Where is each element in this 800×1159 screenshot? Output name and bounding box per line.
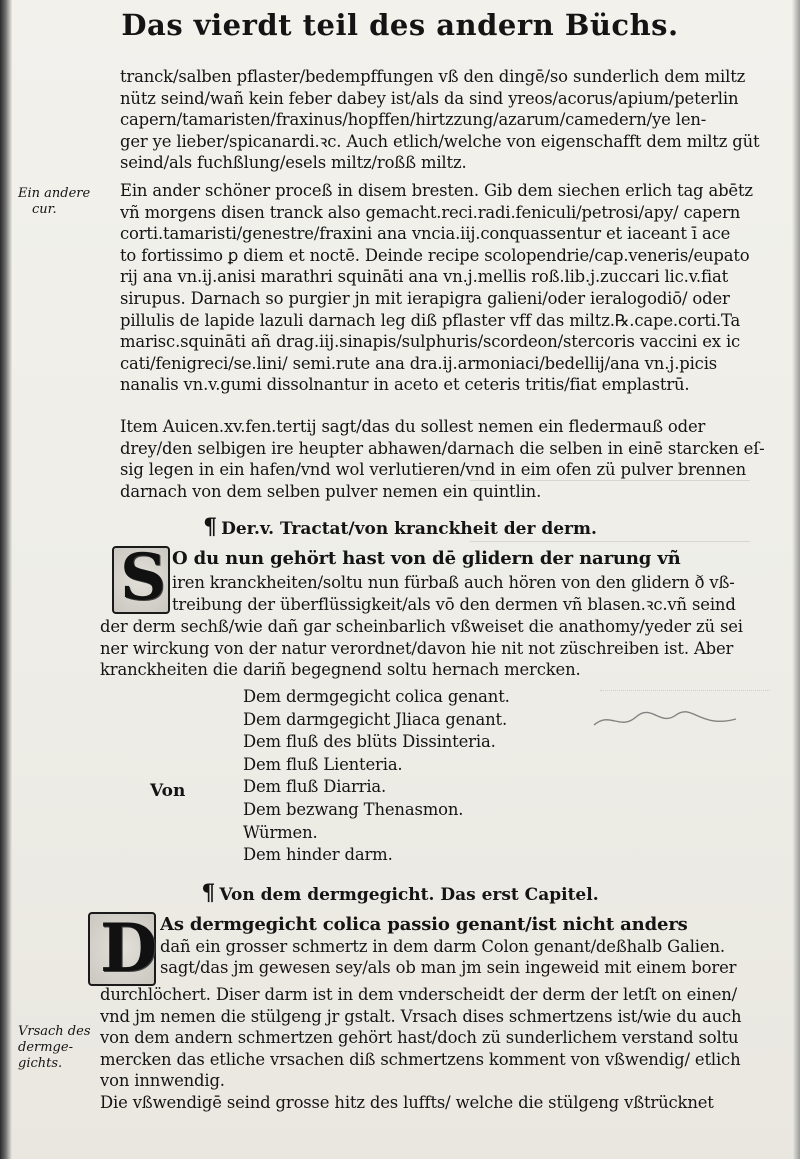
text-line: Item Auicen.xv.fen.tertij sagt/das du sollest nemen ein fledermauß oder [120, 417, 706, 436]
list-item: Dem bezwang Thenasmon. [243, 799, 464, 819]
text-line: to fortissimo ꝑ diem et noctē. Deinde recipe scolopendrie/cap.veneris/eupato [120, 245, 750, 265]
text-line: der derm sechß/wie dañ gar scheinbarlich vßweiset die anathomy/yeder zü sei [100, 617, 743, 636]
text-line: rij ana vn.ij.anisi marathri squināti ana vn.j.mellis roß.lib.j.zuccari lic.v.fiat [120, 267, 729, 287]
list-item: Würmen. [243, 822, 318, 842]
paragraph-5 [100, 984, 777, 1114]
list-item: Dem dermgegicht colica genant. [243, 687, 510, 706]
margin-note-line: cur. [32, 202, 57, 217]
margin-note-line: dermge- [18, 1040, 73, 1055]
chapter-heading [0, 880, 800, 906]
text-line: As dermgegicht colica passio genant/ist nicht anders [160, 914, 688, 935]
text-line: pillulis de lapide lazuli darnach leg diß pflaster vff das miltz.℞.cape.corti.Ta [120, 310, 741, 330]
text-line: O du nun gehört hast von dē glidern der narung vñ [172, 548, 681, 569]
paragraph-1 [120, 66, 775, 174]
margin-note-vrsach [18, 1024, 91, 1072]
page-edge [792, 0, 800, 1159]
pilcrow-icon: ¶ [203, 514, 218, 540]
text-line: durchlöchert. Diser darm ist in dem vnderscheidt der derm der letſt on einen/ [100, 985, 738, 1004]
list-item: Dem fluß Lienteria. [243, 754, 403, 774]
text-line: ger ye lieber/spicanardi.ꝛc. Auch etlich/welche von eigenschafft dem miltz güt [120, 131, 760, 151]
page-header: Das vierdt teil des andern Büchs. [121, 8, 679, 42]
pilcrow-icon: ¶ [201, 880, 216, 906]
text-line: ner wirckung von der natur verordnet/davon hie nit not züschreiben ist. Aber [100, 638, 734, 658]
margin-note-ander-cur [18, 186, 90, 218]
text-line: kranckheiten die dariñ begegnend soltu hernach mercken. [100, 660, 581, 680]
text-line: marisc.squināti añ drag.iij.sinapis/sulphuris/scordeon/stercoris vaccini ex ic [120, 332, 741, 352]
initial-letter-d: D [100, 909, 158, 987]
text-line: sirupus. Darnach so purgier jn mit ierapigra galieni/oder ieralogodiō/ oder [120, 288, 730, 308]
text-line: cati/fenigreci/se.lini/ semi.rute ana dra.ij.armoniaci/bedellij/ana vn.j.picis [120, 353, 718, 373]
von-label: Von [150, 781, 186, 801]
text-line: seind/als fuchßlung/esels miltz/roßß miltz. [120, 153, 467, 173]
text-line: vnd jm nemen die stülgeng jr gstalt. Vrsach dises schmertzens ist/wie du auch [100, 1006, 742, 1026]
text-line: mercken das etliche vrsachen diß schmertzens komment von vßwendig/ etlich [100, 1049, 741, 1069]
list-item: Dem hinder darm. [243, 845, 393, 865]
paragraph-4 [100, 616, 777, 681]
text-line: sagt/das jm gewesen sey/als ob man jm sein ingeweid mit einem borer [160, 958, 737, 978]
margin-note-line: Ein andere [18, 186, 91, 201]
paragraph-5-indented [160, 914, 777, 979]
tractat-heading [0, 514, 800, 540]
text-line: darnach von dem selben pulver nemen ein quintlin. [120, 481, 542, 501]
text-line: corti.tamaristi/genestre/fraxini ana vncia.iij.conquassentur et iaceant ī ace [120, 224, 731, 244]
text-line: iren kranckheiten/soltu nun fürbaß auch hören von den glidern ð vß- [172, 573, 735, 592]
text-line: von dem andern schmertzen gehört hast/doch zü sunderlichem verstand soltu [100, 1028, 739, 1048]
paragraph-3 [120, 416, 775, 502]
text-line: von innwendig. [100, 1071, 225, 1091]
margin-note-line: Vrsach des [18, 1024, 91, 1039]
text-line: capern/tamaristen/fraxinus/hopffen/hirtzzung/azarum/camedern/ye len- [120, 110, 707, 130]
paragraph-4-indented [172, 572, 777, 615]
text-line: tranck/salben pflaster/bedempffungen vß den dingē/so sunderlich dem miltz [120, 67, 746, 86]
page-gutter-shadow [0, 0, 12, 1159]
margin-note-line: gichts. [18, 1056, 63, 1071]
handwritten-scribble [590, 705, 740, 735]
intestine-disease-list [243, 686, 623, 866]
paragraph-2 [120, 180, 775, 396]
tractat-heading-text: Der.v. Tractat/von kranckheit der derm. [221, 519, 597, 539]
list-item: Dem fluß des blüts Dissinteria. [243, 732, 496, 752]
decorated-initial-d [88, 909, 158, 987]
list-item: Dem fluß Diarria. [243, 777, 387, 797]
decorated-initial-s [112, 540, 170, 615]
list-item: Dem darmgegicht Jliaca genant. [243, 709, 508, 729]
text-line: treibung der überflüssigkeit/als vō den dermen vñ blasen.ꝛc.vñ seind [172, 594, 736, 614]
text-line: nütz seind/wañ kein feber dabey ist/als da sind yreos/acorus/apium/peterlin [120, 88, 739, 108]
initial-letter-s: S [120, 540, 167, 615]
text-line: sig legen in ein hafen/vnd wol verlutieren/vnd in eim ofen zü pulver brennen [120, 460, 747, 480]
text-line: drey/den selbigen ire heupter abhawen/darnach die selben in einē starcken eſ- [120, 438, 765, 458]
text-line: nanalis vn.v.gumi dissolnantur in aceto et ceteris tritis/fiat emplastrū. [120, 375, 690, 395]
text-line: Die vßwendigē seind grosse hitz des luffts/ welche die stülgeng vßtrücknet [100, 1092, 714, 1112]
text-line: vñ morgens disen tranck also gemacht.reci.radi.feniculi/petrosi/apy/ capern [120, 202, 741, 222]
text-line: dañ ein grosser schmertz in dem darm Colon genant/deßhalb Galien. [160, 936, 725, 956]
text-line: Ein ander schöner proceß in disem bresten. Gib dem siechen erlich tag abētz [120, 181, 753, 200]
chapter-heading-text: Von dem dermgegicht. Das erst Capitel. [219, 885, 599, 905]
